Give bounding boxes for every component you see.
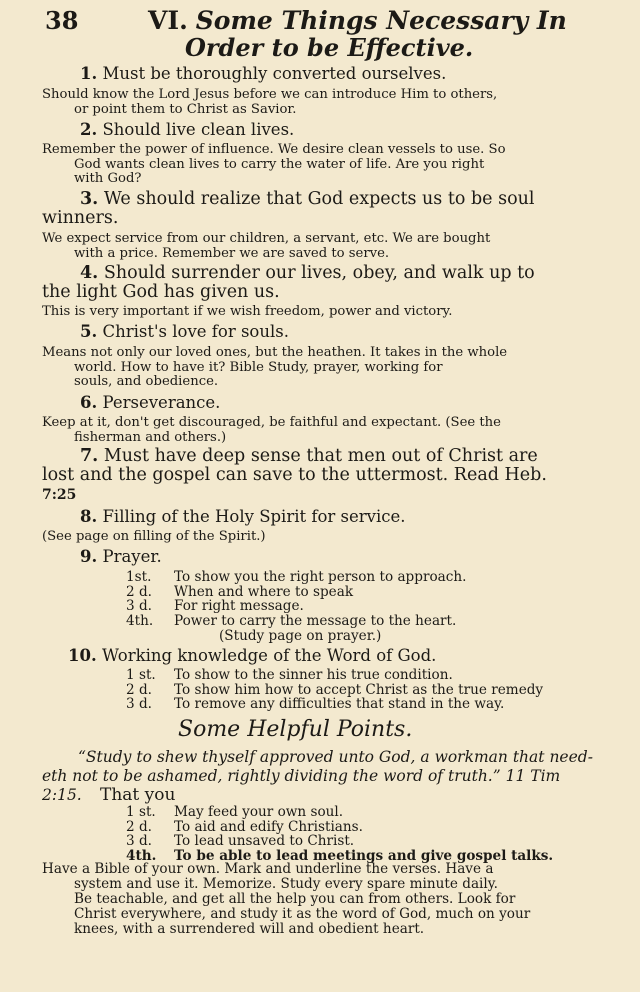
item-1-note — [42, 88, 634, 117]
item-number: 2. — [80, 120, 98, 139]
item-text: lost and the gospel can save to the uttermost. Read Heb. — [42, 465, 547, 485]
quote-line: 2:15. — [42, 786, 82, 804]
item-number: 6. — [80, 393, 98, 412]
item-5-note — [42, 346, 634, 390]
note-line: Be teachable, and get all the help you can from others. Look for — [74, 891, 516, 907]
sub-ordinal: 3 d. — [126, 833, 152, 850]
sub-row — [126, 805, 553, 820]
sub-row — [126, 820, 553, 835]
item-8 — [80, 507, 640, 526]
sub-text: May feed your own soul. — [174, 804, 344, 820]
chapter-roman: VI. — [148, 6, 188, 35]
sub-row — [126, 599, 466, 614]
sub-ordinal: 4th. — [126, 848, 157, 865]
sub-ordinal: 2 d. — [126, 681, 152, 698]
note-line: with a price. Remember we are saved to serve. — [74, 245, 390, 261]
item-number: 4. — [80, 263, 99, 283]
item-6-note — [42, 416, 634, 445]
that-you: That you — [100, 785, 176, 805]
sub-text: Power to carry the message to the heart. — [174, 613, 457, 630]
quote-line: eth not to be ashamed, rightly dividing the word of truth.” 11 Tim — [42, 767, 561, 785]
item-3 — [42, 190, 632, 228]
note-line: Have a Bible of your own. Mark and underline the verses. Have a — [42, 861, 494, 877]
item-number: 3. — [80, 189, 99, 209]
sub-text: To lead unsaved to Christ. — [174, 833, 355, 850]
note-line: world. How to have it? Bible Study, prayer, working for — [74, 359, 443, 375]
note-line: Means not only our loved ones, but the heathen. It takes in the whole — [42, 345, 508, 360]
sub-note: (Study page on prayer.) — [219, 627, 382, 644]
item-9 — [80, 547, 640, 566]
sub-ordinal: 3 d. — [126, 598, 152, 615]
item-text: Should live clean lives. — [102, 120, 295, 139]
item-4 — [42, 264, 632, 302]
sub-text: To aid and edify Christians. — [174, 818, 363, 835]
sub-ordinal: 1 st. — [126, 667, 156, 683]
prayer-sublist — [126, 570, 466, 644]
sub-text: To remove any difficulties that stand in the way. — [174, 696, 505, 713]
note-line: We expect service from our children, a servant, etc. We are bought — [42, 231, 491, 246]
note-line: Christ everywhere, and study it as the word of God, much on your — [74, 906, 531, 922]
sub-text: To show him how to accept Christ as the true remedy — [174, 681, 544, 698]
chapter-title-line1: Some Things Necessary In — [195, 6, 567, 35]
word-sublist — [126, 668, 543, 712]
helpful-sublist — [126, 805, 553, 864]
sub-ordinal: 1st. — [126, 569, 152, 585]
item-2-note — [42, 143, 634, 187]
item-text: We should realize that God expects us to be soul — [103, 189, 535, 209]
note-line: with God? — [74, 171, 142, 187]
item-1 — [80, 64, 640, 83]
item-7 — [42, 447, 632, 505]
note-line: knees, with a surrendered will and obedient heart. — [74, 921, 425, 937]
item-text: winners. — [42, 208, 119, 228]
page-number: 38 — [45, 6, 79, 35]
sub-text: To be able to lead meetings and give gospel talks. — [174, 848, 554, 865]
item-3-note — [42, 232, 634, 261]
note-line: This is very important if we wish freedom, power and victory. — [42, 304, 453, 319]
item-text: Must be thoroughly converted ourselves. — [102, 64, 447, 83]
note-line: (See page on filling of the Spirit.) — [42, 529, 266, 544]
item-8-note — [42, 530, 634, 545]
item-text: the light God has given us. — [42, 282, 280, 302]
item-number: 8. — [80, 507, 98, 526]
sub-row — [126, 570, 466, 585]
sub-ordinal: 3 d. — [126, 696, 152, 713]
note-line: or point them to Christ as Savior. — [74, 101, 297, 117]
item-2 — [80, 120, 640, 139]
item-text: Should surrender our lives, obey, and walk up to — [103, 263, 535, 283]
note-line: souls, and obedience. — [74, 374, 219, 390]
sub-ordinal: 2 d. — [126, 583, 152, 600]
note-line: Keep at it, don't get discouraged, be faithful and expectant. (See the — [42, 415, 501, 430]
sub-ordinal: 4th. — [126, 613, 154, 630]
sub-text: When and where to speak — [174, 583, 354, 600]
section-title: Some Helpful Points. — [178, 717, 413, 742]
item-text: Prayer. — [102, 547, 162, 566]
item-4-note — [42, 305, 634, 320]
note-line: fisherman and others.) — [74, 429, 227, 445]
item-text: Filling of the Holy Spirit for service. — [102, 507, 406, 526]
sub-row — [126, 668, 543, 683]
item-number: 1. — [80, 64, 98, 83]
sub-text: For right message. — [174, 598, 304, 615]
sub-row — [126, 697, 543, 712]
sub-row — [126, 585, 466, 600]
note-line: system and use it. Memorize. Study every spare minute daily. — [74, 876, 498, 892]
sub-row — [126, 614, 466, 629]
sub-ordinal: 1 st. — [126, 804, 156, 820]
item-number: 7. — [80, 446, 99, 466]
item-text: 7:25 — [42, 487, 77, 503]
item-text: Must have deep sense that men out of Christ are — [103, 446, 538, 466]
item-5 — [80, 322, 640, 341]
sub-ordinal: 2 d. — [126, 818, 152, 835]
note-line: Should know the Lord Jesus before we can introduce Him to others, — [42, 87, 498, 102]
sub-row — [126, 683, 543, 698]
note-line: Remember the power of influence. We desire clean vessels to use. So — [42, 142, 506, 157]
item-number: 10. — [68, 646, 97, 665]
item-10 — [68, 646, 640, 665]
quote-line: “Study to shew thyself approved unto God, a workman that need- — [78, 748, 593, 766]
sub-text: To show to the sinner his true condition. — [174, 667, 453, 683]
sub-row — [126, 834, 553, 849]
item-text: Working knowledge of the Word of God. — [101, 646, 437, 665]
note-line: God wants clean lives to carry the water of life. Are you right — [74, 156, 485, 172]
closing-paragraph — [42, 862, 634, 937]
chapter-title-line2: Order to be Effective. — [185, 33, 474, 62]
item-text: Christ's love for souls. — [102, 322, 289, 341]
item-6 — [80, 393, 640, 412]
item-text: Perseverance. — [102, 393, 221, 412]
sub-text: To show you the right person to approach. — [174, 569, 467, 585]
item-number: 5. — [80, 322, 98, 341]
item-number: 9. — [80, 547, 98, 566]
